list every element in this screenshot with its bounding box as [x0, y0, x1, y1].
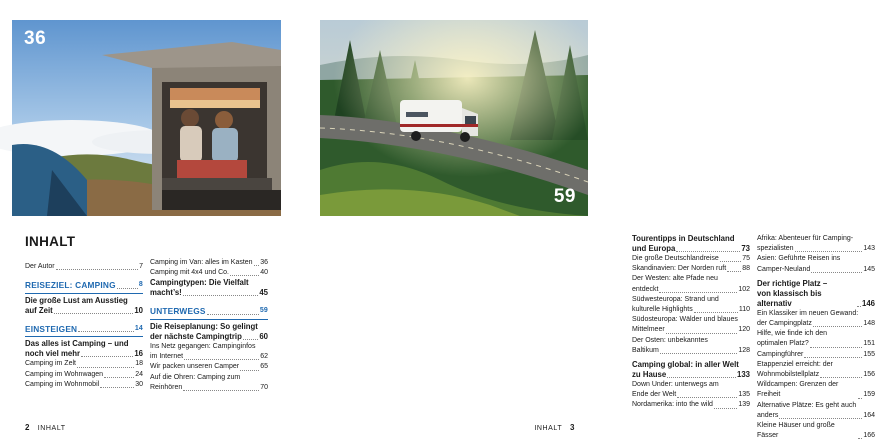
toc-entry-line: Tourentipps in Deutschland — [632, 234, 735, 243]
toc-leader-dots — [694, 312, 738, 313]
toc-line — [25, 306, 143, 316]
van-scene-image — [12, 20, 281, 216]
toc-line — [632, 325, 750, 335]
folio-left — [25, 423, 66, 432]
folio-page-number: 3 — [569, 423, 575, 432]
toc-leader-dots — [858, 438, 862, 439]
toc-chapter — [632, 234, 750, 254]
photo-van-camping — [12, 20, 281, 216]
toc-line — [632, 370, 750, 380]
toc-page-number: 60 — [259, 332, 268, 341]
toc-entry-title: Camping im Wohnwagen — [25, 370, 104, 378]
toc-page-number: 7 — [139, 263, 143, 270]
toc-line — [632, 305, 750, 315]
spacer — [150, 298, 268, 306]
toc-line — [757, 411, 875, 421]
toc-entry-line: Die Reiseplanung: So gelingt — [150, 322, 258, 331]
toc-entry-line: Etappenziel erreicht: der — [757, 360, 833, 368]
toc-leader-dots — [811, 272, 862, 273]
toc-page-number: 159 — [863, 391, 875, 399]
toc-leader-dots — [117, 288, 138, 289]
toc-entry — [632, 400, 750, 410]
toc-page-number: 166 — [863, 432, 875, 440]
photo-page-number: 59 — [553, 186, 576, 207]
toc-entry — [150, 258, 268, 268]
toc-page-number: 164 — [863, 411, 875, 419]
toc-leader-dots — [795, 251, 863, 252]
toc-leader-dots — [813, 326, 862, 327]
toc-section-heading — [25, 280, 143, 291]
toc-page-number: 18 — [135, 360, 143, 368]
toc-entry-title: und Europa — [632, 244, 676, 253]
toc-entry — [150, 342, 268, 362]
toc-leader-dots — [183, 390, 259, 391]
toc-page-number: 45 — [259, 288, 268, 298]
toc-leader-dots — [714, 408, 737, 409]
toc-entry — [632, 254, 750, 264]
toc-line — [150, 288, 268, 298]
toc-entry-title: Nordamerika: into the wild — [632, 401, 713, 409]
toc-page-number: 16 — [134, 349, 143, 359]
toc-leader-dots — [230, 275, 259, 276]
toc-entry-title: anders — [757, 411, 779, 419]
toc-entry — [25, 262, 143, 272]
toc-entry-title: EINSTEIGEN — [25, 323, 78, 334]
toc-entry — [632, 264, 750, 274]
toc-entry — [757, 350, 875, 360]
toc-leader-dots — [727, 271, 741, 272]
photo-page-number: 36 — [24, 28, 47, 49]
toc-leader-dots — [81, 356, 133, 357]
toc-entry-line: Die große Lust am Ausstieg — [25, 295, 128, 305]
toc-entry-title: Camping im Wohnmobil — [25, 380, 100, 388]
toc-line — [632, 390, 750, 400]
toc-leader-dots — [100, 387, 134, 388]
toc-entry-title: optimalen Platz? — [757, 340, 809, 348]
toc-leader-dots — [54, 313, 134, 314]
toc-leader-dots — [676, 251, 740, 252]
toc-leader-dots — [659, 292, 737, 293]
toc-leader-dots — [207, 314, 259, 315]
toc-page-number: 24 — [135, 370, 143, 378]
folio-right — [534, 423, 575, 432]
toc-leader-dots — [677, 397, 737, 398]
folio-label: INHALT — [534, 425, 563, 432]
toc-entry-title: Kleine Häuser und große Fässer — [757, 422, 835, 440]
toc-chapter — [150, 278, 268, 298]
toc-page-number: 75 — [742, 255, 750, 262]
toc-page-number: 110 — [738, 306, 750, 314]
toc-line — [632, 244, 750, 254]
toc-line — [632, 285, 750, 295]
toc-leader-dots — [184, 359, 259, 360]
spacer — [25, 272, 143, 280]
toc-entry-title: entdeckt — [632, 285, 659, 293]
motorhome-scene-image — [320, 20, 588, 216]
toc-leader-dots — [810, 347, 863, 348]
photo-motorhome-road — [320, 20, 588, 216]
toc-page-number: 40 — [260, 269, 268, 277]
toc-line — [632, 346, 750, 356]
toc-line — [757, 339, 875, 349]
toc-leader-dots — [667, 377, 736, 378]
toc-line — [757, 319, 875, 329]
toc-entry — [632, 336, 750, 356]
toc-section-heading — [150, 306, 268, 317]
contents-title: INHALT — [25, 234, 76, 249]
toc-entry-title: Camping im Zelt — [25, 360, 76, 368]
toc-entry-title: der nächste Campingtrip — [150, 332, 242, 341]
toc-page-number: 65 — [260, 363, 268, 371]
toc-page-number: 36 — [260, 259, 268, 266]
toc-entry — [757, 254, 875, 274]
toc-leader-dots — [660, 353, 737, 354]
toc-entry — [757, 380, 875, 400]
toc-leader-dots — [254, 265, 260, 266]
toc-entry-title: Skandinavien: Der Norden ruft — [632, 265, 727, 273]
toc-entry-line: Camping global: in aller Welt — [632, 360, 739, 370]
right-page — [300, 0, 875, 446]
section-rule — [25, 336, 143, 337]
toc-entry-line: Ein Klassiker im neuen Gewand: — [757, 309, 859, 317]
toc-leader-dots — [104, 377, 134, 378]
toc-line — [150, 383, 268, 393]
toc-entry-title: zu Hause — [632, 370, 667, 380]
toc-entry — [632, 380, 750, 400]
toc-entry-title: Wir packen unseren Camper — [150, 363, 240, 371]
spacer — [25, 316, 143, 324]
toc-leader-dots — [820, 377, 862, 378]
toc-entry — [757, 421, 875, 441]
toc-page-number: 135 — [738, 391, 750, 399]
toc-entry-title: Reinhören — [150, 383, 183, 391]
toc-entry — [757, 309, 875, 329]
toc-page-number: 73 — [741, 244, 750, 253]
toc-entry-title: macht’s! — [150, 288, 182, 298]
toc-page-number: 128 — [738, 346, 750, 354]
toc-column-right-2 — [757, 234, 875, 441]
toc-line — [757, 244, 875, 254]
toc-entry-title: Wohnmobilstellplatz — [757, 371, 820, 379]
toc-entry-line: Der Westen: alte Pfade neu — [632, 275, 718, 283]
toc-entry — [757, 329, 875, 349]
toc-page-number: 146 — [861, 298, 875, 308]
toc-leader-dots — [857, 306, 861, 307]
toc-entry-title: Camping im Van: alles im Kasten — [150, 259, 253, 266]
toc-chapter — [25, 296, 143, 316]
toc-entry-title: Mittelmeer — [632, 326, 665, 334]
toc-entry-line: Down Under: unterwegs am — [632, 381, 719, 389]
toc-page-number: 70 — [260, 383, 268, 391]
toc-entry — [150, 268, 268, 278]
toc-leader-dots — [858, 398, 862, 399]
toc-leader-dots — [56, 269, 139, 270]
toc-leader-dots — [78, 331, 134, 332]
toc-entry-line: Asien: Geführte Reisen ins — [757, 255, 841, 263]
toc-entry-line: Ins Netz gegangen: Campinginfos — [150, 343, 256, 350]
toc-leader-dots — [243, 339, 258, 340]
toc-entry-title: der Campingplatz — [757, 320, 812, 328]
toc-entry — [25, 370, 143, 380]
toc-column-left-1 — [25, 262, 143, 390]
toc-chapter — [632, 360, 750, 380]
toc-entry-title: von klassisch bis alternativ — [757, 288, 822, 308]
toc-entry-line: Alternative Plätze: Es geht auch — [757, 401, 857, 409]
toc-page-number: 10 — [134, 305, 143, 315]
toc-entry — [632, 274, 750, 294]
toc-entry-title: kulturelle Highlights — [632, 306, 693, 314]
toc-entry — [632, 295, 750, 315]
toc-entry-title: Campingführer — [757, 350, 804, 358]
toc-entry-title: REISEZIEL: CAMPING — [25, 280, 116, 291]
toc-page-number: 120 — [738, 326, 750, 334]
toc-entry — [150, 362, 268, 372]
toc-page-number: 59 — [259, 307, 268, 315]
toc-line — [757, 289, 875, 309]
toc-leader-dots — [240, 370, 259, 371]
toc-entry — [25, 380, 143, 390]
toc-entry-line: Auf die Ohren: Camping zum — [150, 373, 241, 381]
toc-page-number: 143 — [863, 245, 875, 253]
toc-page-number: 155 — [863, 350, 875, 358]
toc-entry-line: Der Osten: unbekanntes — [632, 336, 708, 344]
toc-page-number: 148 — [863, 320, 875, 328]
toc-entry-title: im Internet — [150, 353, 184, 361]
toc-entry — [757, 401, 875, 421]
folio-page-number: 2 — [25, 423, 31, 432]
toc-leader-dots — [183, 295, 259, 296]
toc-page-number: 8 — [138, 281, 143, 289]
toc-entry-title: Der Autor — [25, 263, 55, 270]
toc-entry-line: Südwesteuropa: Strand und — [632, 295, 719, 303]
toc-leader-dots — [77, 367, 134, 368]
toc-entry-title: auf Zeit — [25, 305, 53, 315]
toc-entry-title: Die große Deutschlandreise — [632, 255, 719, 262]
toc-line — [150, 332, 268, 342]
toc-entry-line: Afrika: Abenteuer für Camping- — [757, 235, 854, 242]
toc-line — [25, 349, 143, 359]
toc-section-heading — [25, 324, 143, 335]
toc-entry-line: Südosteuropa: Wälder und blaues — [632, 316, 738, 324]
toc-entry — [632, 315, 750, 335]
toc-entry — [25, 359, 143, 369]
toc-entry-title: Baltikum — [632, 346, 659, 354]
toc-leader-dots — [666, 333, 738, 334]
toc-page-number: 139 — [738, 401, 750, 409]
toc-entry-title: Camper-Neuland — [757, 265, 811, 273]
toc-entry-title: UNTERWEGS — [150, 306, 206, 317]
toc-page-number: 14 — [134, 324, 143, 332]
toc-entry — [757, 360, 875, 380]
section-rule — [150, 319, 268, 320]
toc-chapter — [757, 279, 875, 309]
toc-line — [757, 370, 875, 380]
toc-entry-line: Campingtypen: Die Vielfalt — [150, 278, 249, 288]
toc-line — [150, 352, 268, 362]
toc-entry-title: Camping mit 4x4 und Co. — [150, 269, 229, 277]
toc-entry-line: Der richtige Platz – — [757, 278, 828, 288]
toc-chapter — [150, 322, 268, 342]
toc-leader-dots — [804, 357, 862, 358]
toc-page-number: 102 — [738, 285, 750, 293]
toc-page-number: 156 — [863, 371, 875, 379]
toc-page-number: 62 — [260, 353, 268, 361]
toc-entry — [150, 373, 268, 393]
toc-column-right-1 — [632, 234, 750, 411]
toc-line — [757, 265, 875, 275]
toc-entry-title: Wildcampen: Grenzen der Freiheit — [757, 381, 839, 399]
toc-chapter — [25, 339, 143, 359]
toc-entry — [757, 234, 875, 254]
left-page — [0, 0, 300, 446]
toc-column-left-2 — [150, 258, 268, 393]
toc-leader-dots — [720, 261, 741, 262]
toc-entry-title: spezialisten — [757, 245, 794, 253]
toc-page-number: 30 — [135, 380, 143, 388]
toc-page-number: 151 — [863, 340, 875, 348]
toc-page-number: 145 — [863, 265, 875, 273]
section-rule — [25, 293, 143, 294]
toc-page-number: 88 — [742, 265, 750, 273]
toc-entry-line: Das alles ist Camping – und — [25, 339, 129, 349]
folio-label: INHALT — [37, 425, 66, 432]
toc-entry-title: noch viel mehr — [25, 349, 81, 359]
toc-page-number: 133 — [736, 370, 750, 380]
toc-entry-line: Hilfe, wie finde ich den — [757, 330, 828, 338]
toc-entry-title: Ende der Welt — [632, 391, 677, 399]
toc-leader-dots — [779, 418, 862, 419]
